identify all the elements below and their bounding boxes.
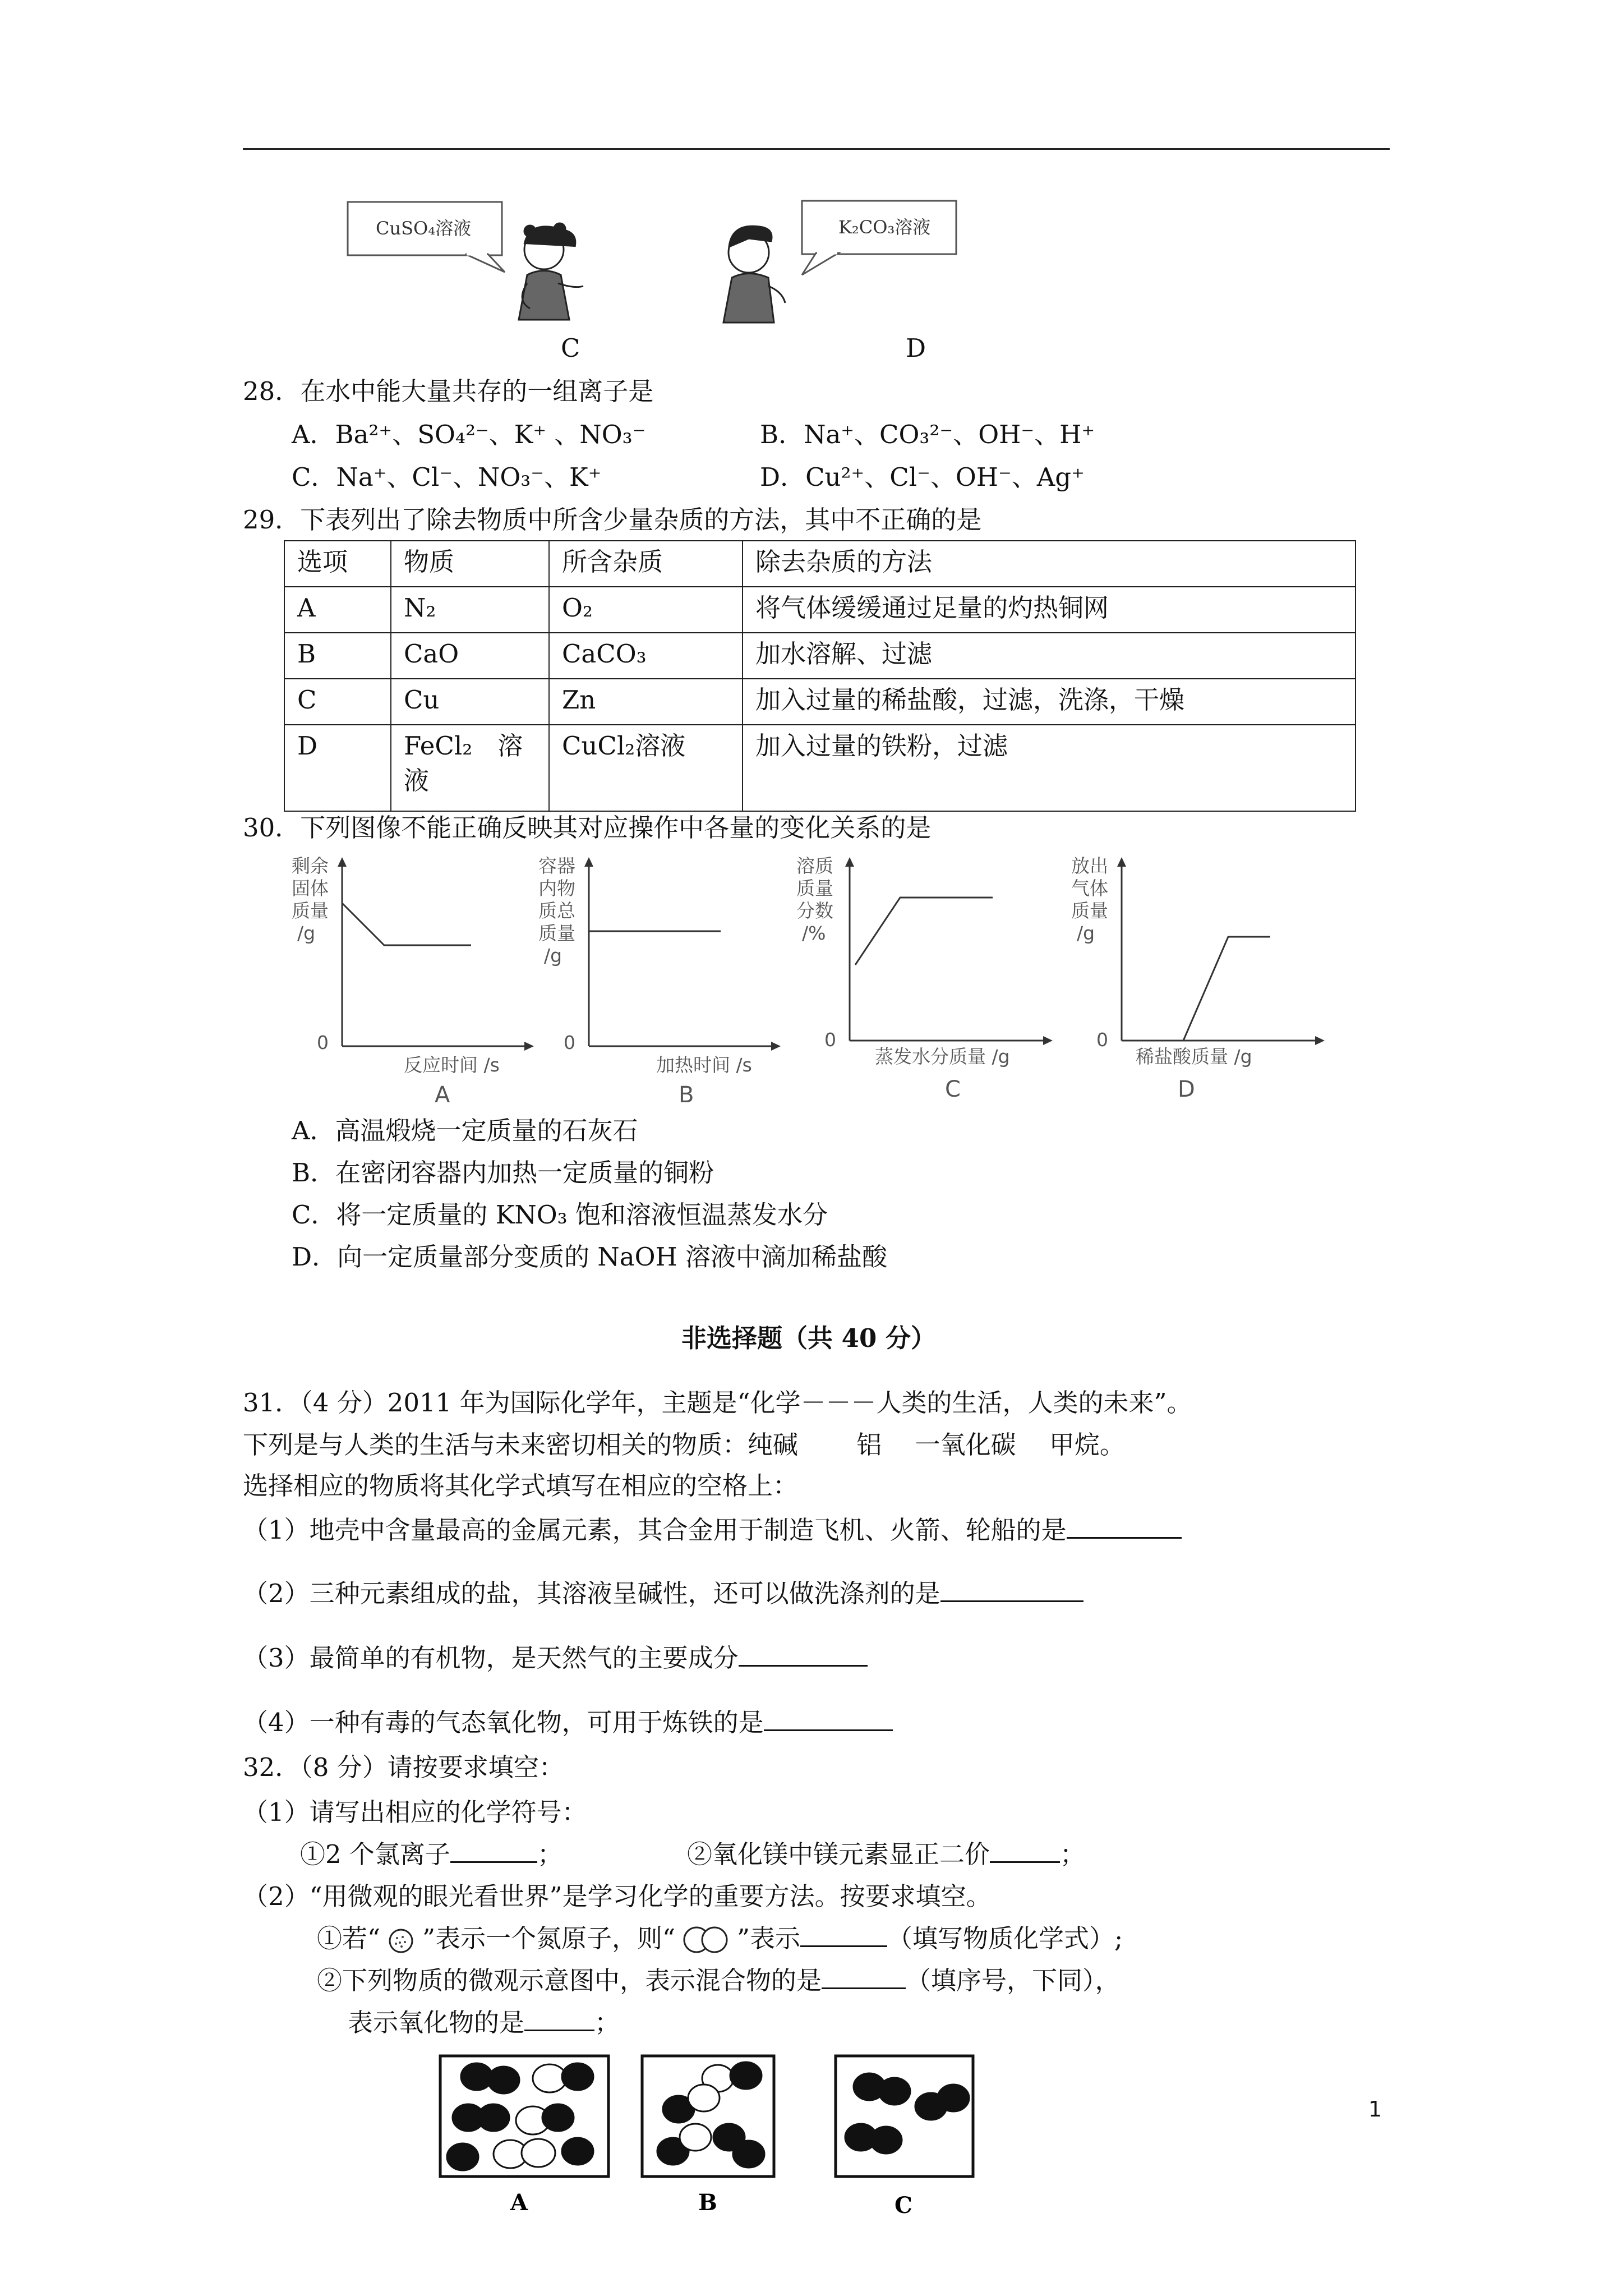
svg-text:气体: 气体 xyxy=(1071,877,1108,899)
table-cell: B xyxy=(284,633,391,679)
q28-option-b: B．Na⁺、CO₃²⁻、OH⁻、H⁺ xyxy=(760,420,1095,449)
q30-option-a: A．高温煅烧一定质量的石灰石 xyxy=(292,1116,638,1145)
q32-part2-c: 表示氧化物的是 ； xyxy=(348,2008,620,2037)
svg-text:质量: 质量 xyxy=(796,877,833,899)
q30-option-d: D．向一定质量部分变质的 NaOH 溶液中滴加稀盐酸 xyxy=(292,1242,888,1272)
table-header-cell: 除去杂质的方法 xyxy=(743,541,1355,587)
graph-d-xlabel: 稀盐酸质量 /g xyxy=(1136,1046,1252,1068)
graph-c-name: C xyxy=(945,1076,961,1102)
svg-text:固体: 固体 xyxy=(292,877,329,899)
svg-text:质量: 质量 xyxy=(292,900,329,922)
q32-part2-b: ②下列物质的微观示意图中，表示混合物的是 （填序号，下同）， xyxy=(317,1966,1121,1995)
q28-stem: 28．在水中能大量共存的一组离子是 xyxy=(243,376,654,406)
table-cell: Zn xyxy=(549,679,743,725)
table-cell: CuCl₂溶液 xyxy=(549,725,743,811)
page-number: 1 xyxy=(1368,2097,1382,2122)
q32-stem: 32．（8 分）请按要求填空： xyxy=(243,1752,564,1782)
table-cell: 加水溶解、过滤 xyxy=(743,633,1355,679)
answer-blank[interactable] xyxy=(450,1839,537,1863)
graph-a-xlabel: 反应时间 /s xyxy=(404,1054,500,1076)
girl-illustration xyxy=(519,223,583,320)
svg-text:质总: 质总 xyxy=(538,900,575,922)
table-row xyxy=(284,725,1355,811)
micro-label-b: B xyxy=(698,2189,717,2216)
answer-blank[interactable] xyxy=(764,1707,893,1731)
header-rule xyxy=(243,148,1390,150)
table-cell: C xyxy=(284,679,391,725)
q29-table xyxy=(284,540,1356,812)
table-row xyxy=(284,679,1355,725)
micro-label-c: C xyxy=(895,2192,912,2216)
graph-a-name: A xyxy=(435,1082,450,1108)
table-cell: A xyxy=(284,587,391,633)
q32-part1: （1）请写出相应的化学符号： xyxy=(243,1797,587,1827)
table-row xyxy=(284,587,1355,633)
q32-part2-a: ①若“ ”表示一个氮原子，则“ ”表示 （填写物质化学式）; xyxy=(317,1921,1123,1956)
graph-b-origin: 0 xyxy=(564,1032,575,1053)
micro-label-a: A xyxy=(510,2189,528,2216)
table-header-cell: 物质 xyxy=(391,541,549,587)
q31-item-2: （2）三种元素组成的盐，其溶液呈碱性，还可以做洗涤剂的是 xyxy=(243,1576,1083,1611)
svg-text:/g: /g xyxy=(1077,922,1095,944)
micro-diagram-b xyxy=(639,2053,813,2216)
svg-text:/%: /% xyxy=(802,922,826,944)
graph-d xyxy=(1071,853,1335,1119)
table-header-cell: 选项 xyxy=(284,541,391,587)
graph-a-origin: 0 xyxy=(317,1032,329,1053)
graph-b-xlabel: 加热时间 /s xyxy=(656,1054,752,1076)
q32-part1-a: ①2 个氯离子 ； xyxy=(300,1839,562,1869)
figure-label-d: D xyxy=(906,333,926,363)
answer-blank[interactable] xyxy=(822,1965,906,1989)
table-cell: D xyxy=(284,725,391,811)
answer-blank[interactable] xyxy=(524,2007,594,2031)
q30-option-b: B．在密闭容器内加热一定质量的铜粉 xyxy=(292,1158,714,1188)
bubble-c-text: CuSO₄溶液 xyxy=(376,218,472,239)
graph-b xyxy=(538,853,785,1119)
table-header-cell: 所含杂质 xyxy=(549,541,743,587)
table-cell: Cu xyxy=(391,679,549,725)
svg-text:分数: 分数 xyxy=(796,900,833,922)
nitrogen-molecule-icon xyxy=(675,1924,737,1955)
table-cell: 加入过量的稀盐酸，过滤，洗涤，干燥 xyxy=(743,679,1355,725)
graph-d-origin: 0 xyxy=(1096,1029,1108,1051)
table-header-row xyxy=(284,541,1355,587)
q31-line2: 下列是与人类的生活与未来密切相关的物质：纯碱 铝 一氧化碳 甲烷。 xyxy=(243,1430,1125,1460)
graph-d-ylabel: 放出 xyxy=(1071,855,1108,877)
boy-illustration xyxy=(723,226,785,323)
q30-stem: 30．下列图像不能正确反映其对应操作中各量的变化关系的是 xyxy=(243,813,932,843)
svg-text:质量: 质量 xyxy=(1071,900,1108,922)
q28-option-c: C．Na⁺、Cl⁻、NO₃⁻、K⁺ xyxy=(292,462,602,492)
q31-item-1: （1）地壳中含量最高的金属元素，其合金用于制造飞机、火箭、轮船的是 xyxy=(243,1513,1182,1548)
graph-a xyxy=(292,853,538,1119)
q32-part1-b: ②氧化镁中镁元素显正二价 ； xyxy=(687,1839,1086,1869)
table-cell: FeCl₂ 溶液 xyxy=(391,725,549,811)
table-row xyxy=(284,633,1355,679)
svg-text:/g: /g xyxy=(544,945,562,967)
table-cell: 将气体缓缓通过足量的灼热铜网 xyxy=(743,587,1355,633)
answer-blank[interactable] xyxy=(800,1923,887,1947)
answer-blank[interactable] xyxy=(1067,1515,1182,1539)
section-title: 非选择题（共 40 分） xyxy=(681,1323,936,1353)
table-cell: O₂ xyxy=(549,587,743,633)
graph-b-name: B xyxy=(679,1082,694,1108)
table-cell: CaCO₃ xyxy=(549,633,743,679)
graph-c xyxy=(796,853,1066,1119)
micro-diagram-c xyxy=(833,2053,1007,2216)
answer-blank[interactable] xyxy=(940,1578,1083,1602)
q29-stem: 29．下表列出了除去物质中所含少量杂质的方法，其中不正确的是 xyxy=(243,505,982,535)
answer-blank[interactable] xyxy=(739,1642,868,1667)
table-cell: N₂ xyxy=(391,587,549,633)
graph-c-xlabel: 蒸发水分质量 /g xyxy=(875,1046,1010,1068)
svg-text:内物: 内物 xyxy=(538,877,575,899)
micro-diagram-a xyxy=(437,2053,611,2216)
figure-label-c: C xyxy=(561,333,580,363)
graph-b-ylabel: 容器 xyxy=(538,855,575,877)
q28-option-a: A．Ba²⁺、SO₄²⁻、K⁺ 、NO₃⁻ xyxy=(292,420,646,449)
graph-c-origin: 0 xyxy=(824,1029,836,1051)
graph-c-ylabel: 溶质 xyxy=(796,855,833,877)
q30-option-c: C．将一定质量的 KNO₃ 饱和溶液恒温蒸发水分 xyxy=(292,1200,828,1230)
q31-line3: 选择相应的物质将其化学式填写在相应的空格上： xyxy=(243,1471,799,1501)
graph-d-name: D xyxy=(1178,1076,1195,1102)
svg-text:/g: /g xyxy=(297,922,316,944)
q28-option-d: D．Cu²⁺、Cl⁻、OH⁻、Ag⁺ xyxy=(760,462,1085,492)
answer-blank[interactable] xyxy=(990,1839,1060,1863)
q31-item-4: （4）一种有毒的气态氧化物，可用于炼铁的是 xyxy=(243,1705,893,1740)
q31-item-3: （3）最简单的有机物，是天然气的主要成分 xyxy=(243,1641,868,1676)
q31-line1: 31．（4 分）2011 年为国际化学年，主题是“化学－－－人类的生活，人类的未来”。 xyxy=(243,1388,1192,1418)
graph-a-ylabel: 剩余 xyxy=(292,855,329,877)
table-cell: CaO xyxy=(391,633,549,679)
svg-text:质量: 质量 xyxy=(538,922,575,944)
q32-part2: （2）“用微观的眼光看世界”是学习化学的重要方法。按要求填空。 xyxy=(243,1881,992,1911)
nitrogen-atom-icon xyxy=(380,1926,422,1954)
table-cell: 加入过量的铁粉，过滤 xyxy=(743,725,1355,811)
bubble-d-text: K₂CO₃溶液 xyxy=(838,217,931,238)
